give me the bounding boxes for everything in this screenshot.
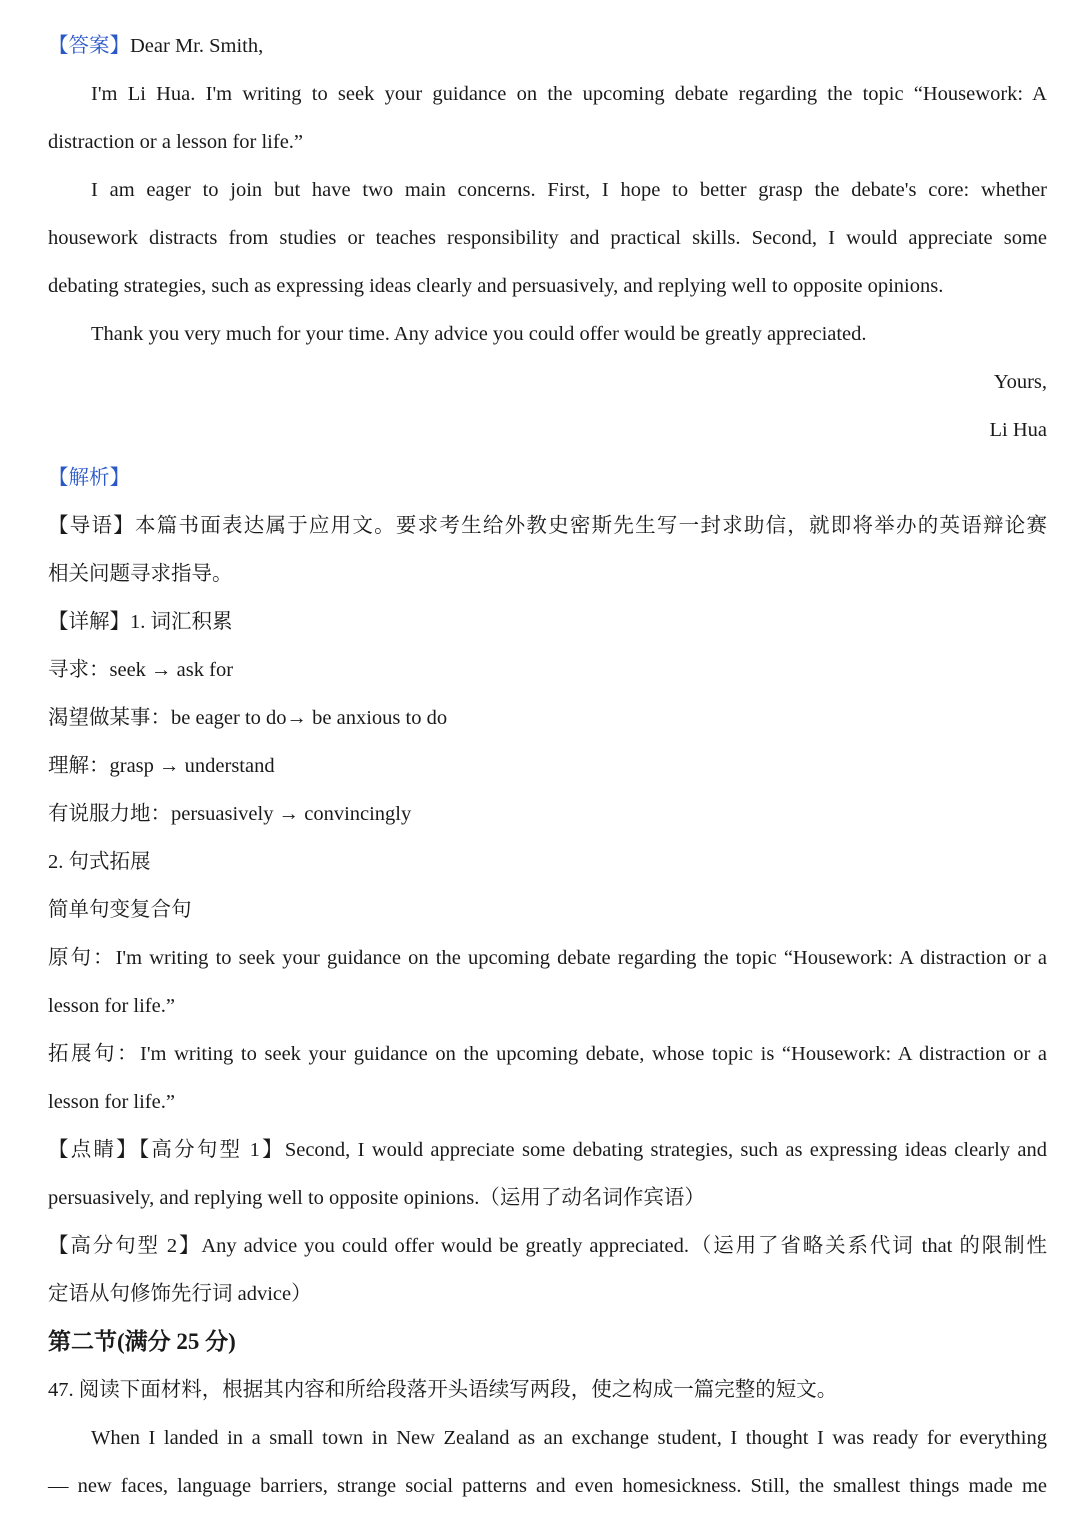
original-sentence-line1: 原句：I'm writing to seek your guidance on the upcoming debate regarding the topic “Housework: A distraction or a bbox=[48, 947, 1047, 969]
answer-salutation-line bbox=[48, 22, 1047, 70]
vocab-item: 理解：grasp → understand bbox=[48, 755, 275, 777]
highlight-pattern2-line1: 【高分句型 2】Any advice you could offer would be greatly appreciated.（运用了省略关系代词 that 的限制性 bbox=[48, 1235, 1047, 1257]
letter-p2-line3: debating strategies, such as expressing ideas clearly and persuasively, and replying well to opposite opinions. bbox=[48, 275, 944, 297]
letter-signature: Li Hua bbox=[989, 419, 1047, 441]
letter-p2-line2: housework distracts from studies or teaches responsibility and practical skills. Second, I would appreciate some bbox=[48, 227, 1047, 249]
highlight-pattern1-line1: 【点睛】【高分句型 1】Second, I would appreciate some debating strategies, such as expressing ideas clearly and bbox=[48, 1139, 1047, 1161]
story-line1: When I landed in a small town in New Zealand as an exchange student, I thought I was ready for everything bbox=[91, 1427, 1047, 1449]
answer-tag: 【答案】 bbox=[48, 35, 130, 57]
story-line2: — new faces, language barriers, strange social patterns and even homesickness. Still, the smallest things made me bbox=[48, 1475, 1047, 1497]
question-47: 47. 阅读下面材料，根据其内容和所给段落开头语续写两段，使之构成一篇完整的短文。 bbox=[48, 1379, 838, 1401]
guide-line1: 【导语】本篇书面表达属于应用文。要求考生给外教史密斯先生写一封求助信，就即将举办的英语辩论赛 bbox=[48, 515, 1047, 537]
letter-p3: Thank you very much for your time. Any advice you could offer would be greatly appreciated. bbox=[91, 323, 867, 345]
vocab-item: 渴望做某事：be eager to do→ be anxious to do bbox=[48, 707, 448, 729]
original-sentence-line2: lesson for life.” bbox=[48, 995, 175, 1017]
guide-line2: 相关问题寻求指导。 bbox=[48, 563, 233, 585]
analysis-tag: 【解析】 bbox=[48, 467, 130, 489]
letter-p2-line1: I am eager to join but have two main concerns. First, I hope to better grasp the debate's core: whether bbox=[91, 179, 1047, 201]
letter-p1-line1: I'm Li Hua. I'm writing to seek your guidance on the upcoming debate regarding the topic “Housework: A bbox=[91, 83, 1047, 105]
highlight-pattern1-line2: persuasively, and replying well to opposite opinions.（运用了动名词作宾语） bbox=[48, 1187, 705, 1209]
letter-p1-line2: distraction or a lesson for life.” bbox=[48, 131, 304, 153]
detail-heading: 【详解】1. 词汇积累 bbox=[48, 611, 233, 633]
section-title: 第二节(满分 25 分) bbox=[48, 1329, 236, 1354]
highlight-pattern2-line2: 定语从句修饰先行词 advice） bbox=[48, 1283, 312, 1305]
salutation: Dear Mr. Smith, bbox=[130, 35, 264, 57]
vocab-item: 有说服力地：persuasively → convincingly bbox=[48, 803, 412, 825]
letter-closing: Yours, bbox=[993, 371, 1047, 393]
sentence-heading: 2. 句式拓展 bbox=[48, 851, 151, 873]
sentence-subheading: 简单句变复合句 bbox=[48, 899, 192, 921]
expanded-sentence-line2: lesson for life.” bbox=[48, 1091, 175, 1113]
expanded-sentence-line1: 拓展句：I'm writing to seek your guidance on the upcoming debate, whose topic is “Housework: A distraction or a bbox=[48, 1043, 1047, 1065]
vocab-item: 寻求：seek → ask for bbox=[48, 659, 234, 681]
